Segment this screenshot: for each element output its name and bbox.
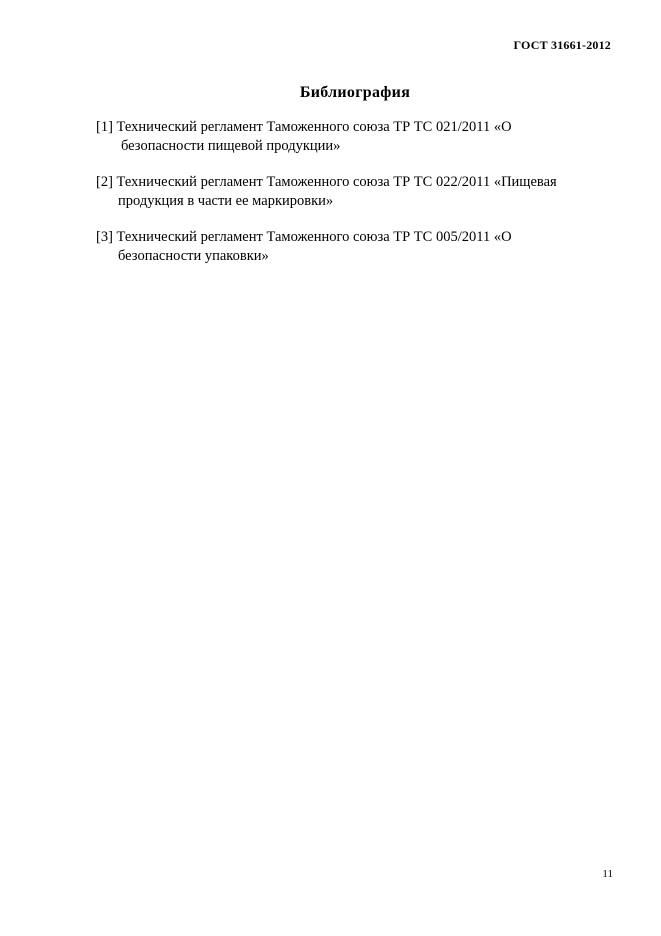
bibliography-item-3-line2: безопасности упаковки» — [118, 248, 269, 264]
bibliography-item-2-line1: [2] Технический регламент Таможенного союза ТР ТС 022/2011 «Пищевая — [96, 174, 557, 190]
page-number: 11 — [602, 868, 613, 880]
bibliography-item-1-line2: безопасности пищевой продукции» — [121, 138, 341, 154]
bibliography-list — [96, 118, 626, 283]
bibliography-item-1 — [96, 118, 626, 156]
bibliography-item-3 — [96, 228, 626, 266]
bibliography-item-2-line2: продукция в части ее маркировки» — [118, 193, 334, 209]
section-title: Библиография — [299, 84, 411, 101]
document-code-header: ГОСТ 31661-2012 — [513, 38, 611, 52]
bibliography-item-1-line1: [1] Технический регламент Таможенного союза ТР ТС 021/2011 «О — [96, 119, 512, 135]
bibliography-item-3-line1: [3] Технический регламент Таможенного союза ТР ТС 005/2011 «О — [96, 229, 512, 245]
bibliography-item-2 — [96, 173, 626, 211]
